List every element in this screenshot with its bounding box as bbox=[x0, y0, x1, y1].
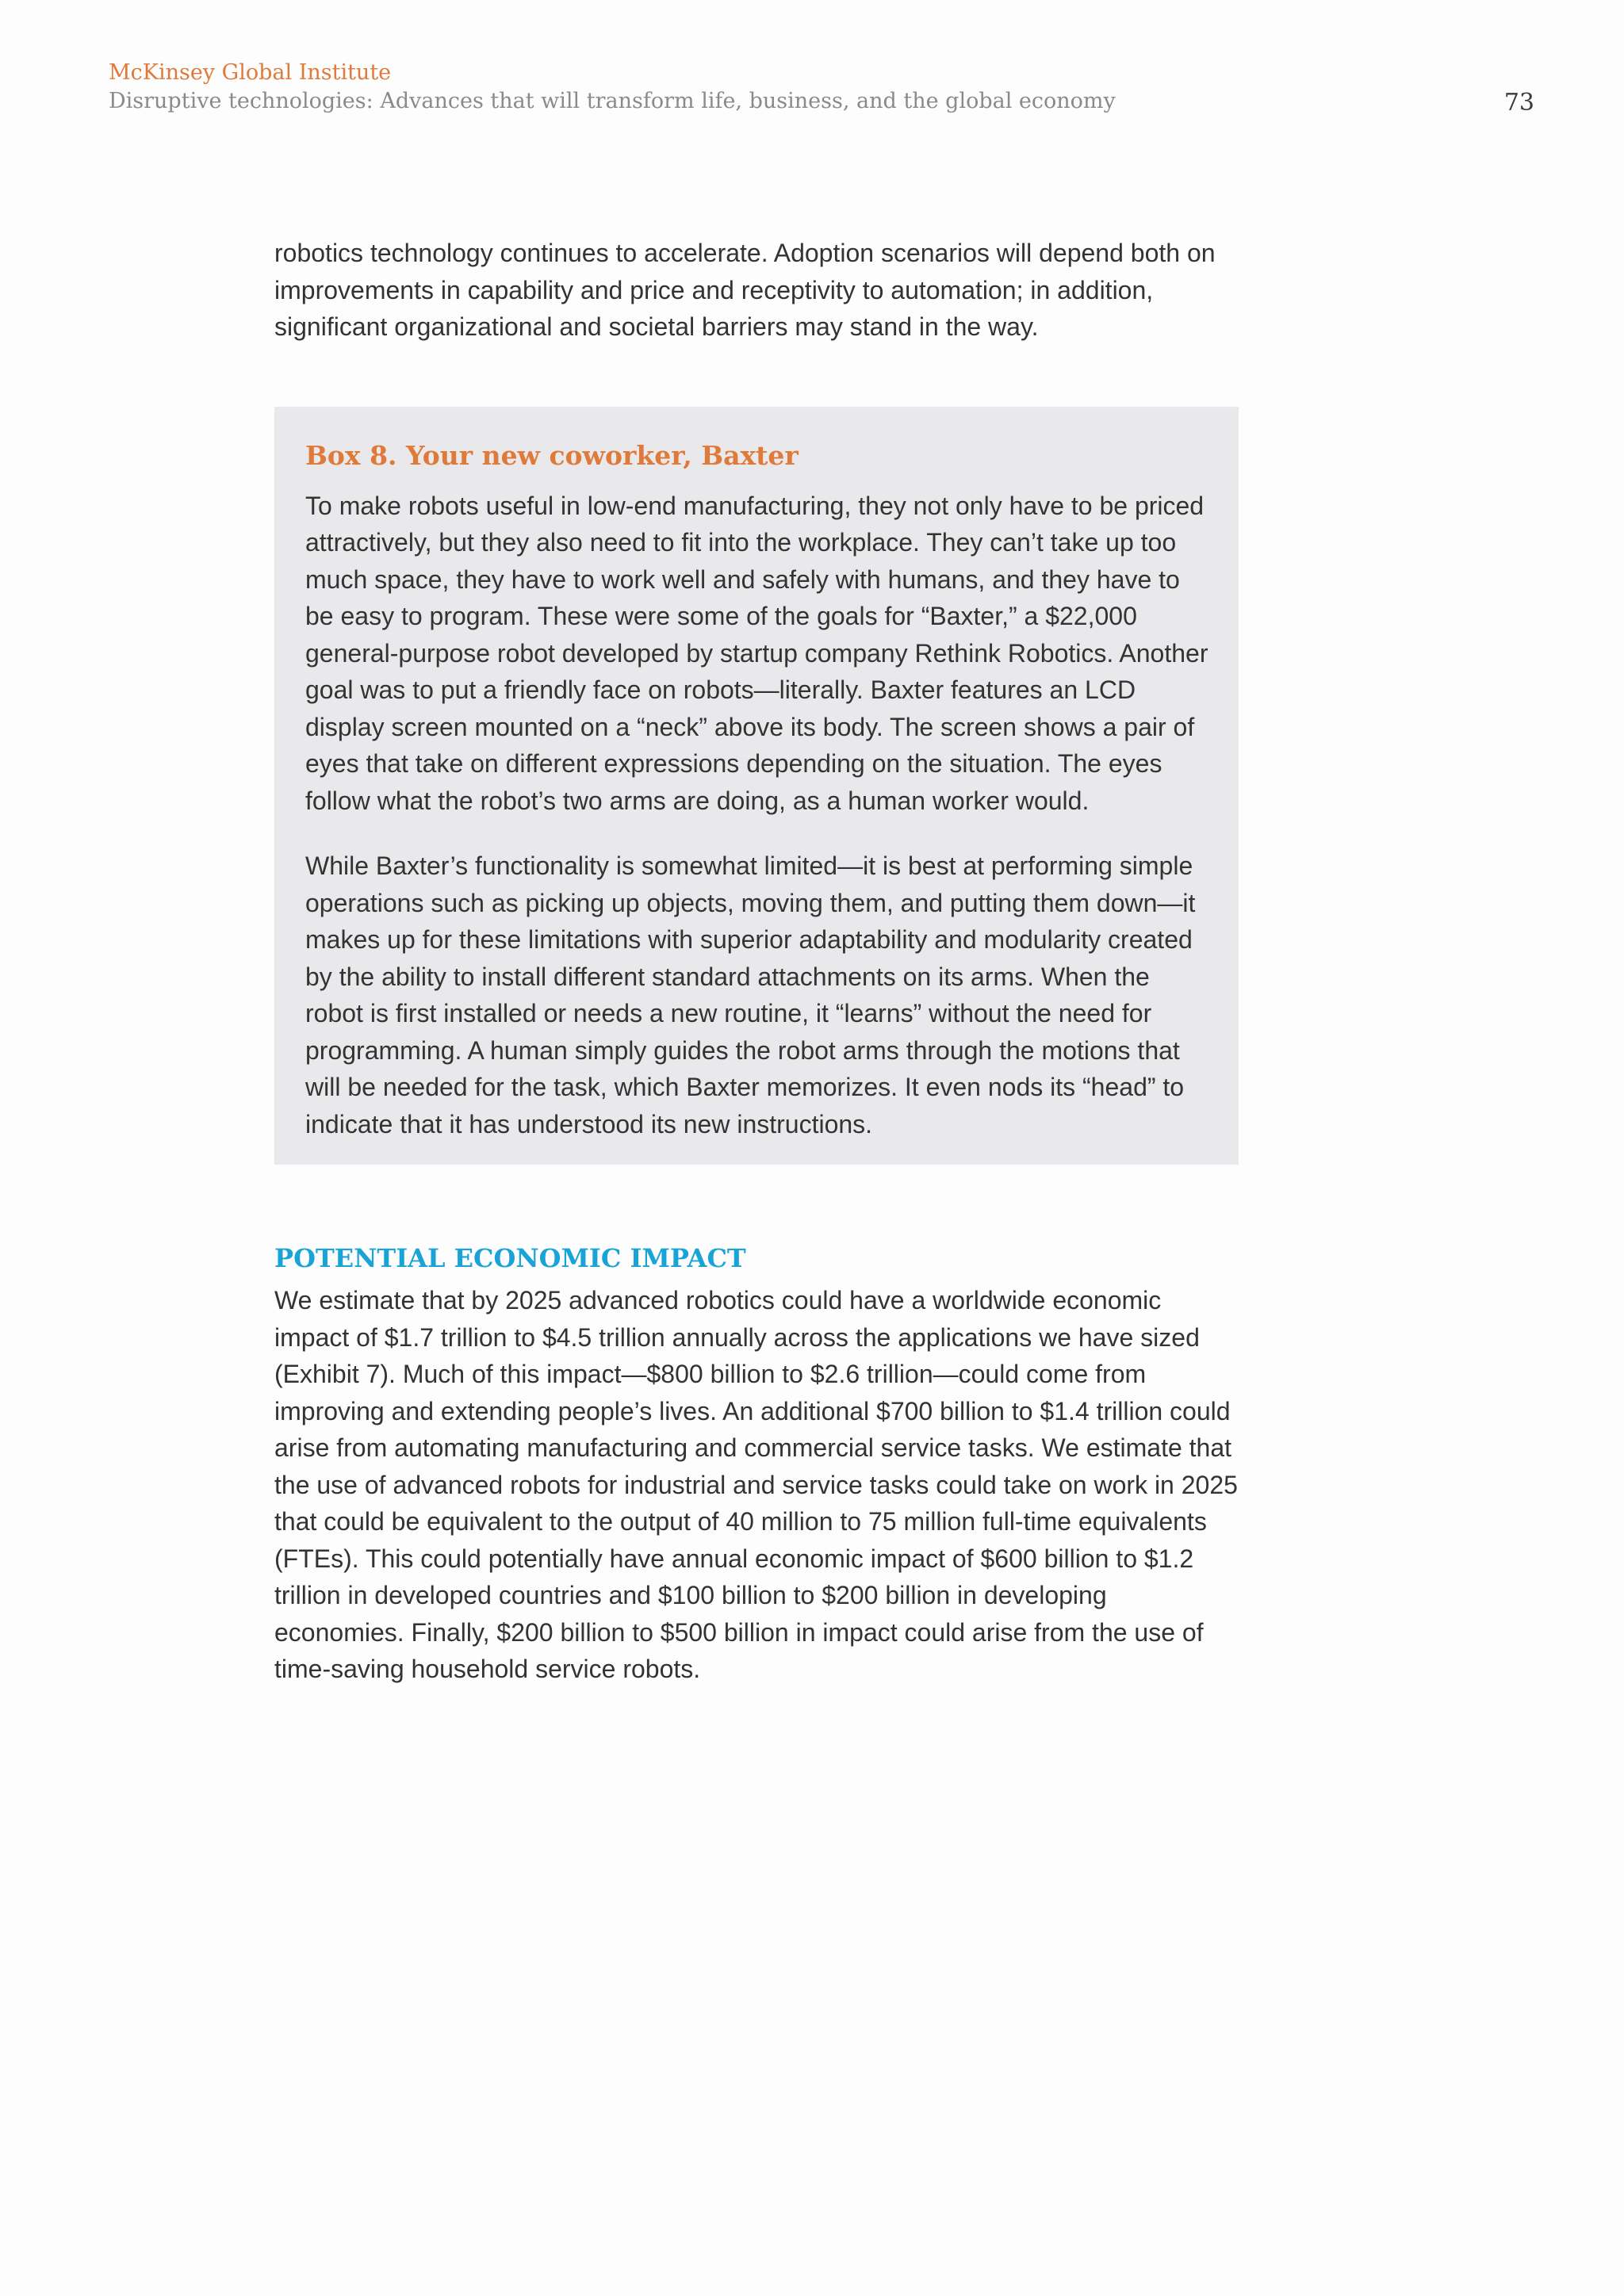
header-org-name: McKinsey Global Institute bbox=[109, 60, 392, 85]
main-content bbox=[274, 235, 1239, 1688]
running-header bbox=[109, 59, 1520, 116]
box-paragraph: To make robots useful in low-end manufacturing, they not only have to be priced attractively, but they also need to fit into the workplace. They can’t take up too much space, they have to work well and safely with humans, and they have to be easy to program. These were some of the goals for “Baxter,” a $22,000 general-purpose robot developed by startup company Rethink Robotics. Another goal was to put a friendly face on robots—literally. Baxter features an LCD display screen mounted on a “neck” above its body. The screen shows a pair of eyes that take on different expressions depending on the situation. The eyes follow what the robot’s two arms are doing, as a human worker would. bbox=[305, 491, 1208, 815]
sidebar-box bbox=[274, 407, 1239, 1165]
intro-paragraph: robotics technology continues to accelerate. Adoption scenarios will depend both on improvements in capability and price and receptivity to automation; in addition, significant organizational and societal barriers may stand in the way. bbox=[274, 239, 1216, 341]
box-paragraph: While Baxter’s functionality is somewhat limited—it is best at performing simple operations such as picking up objects, moving them, and putting them down—it makes up for these limitations with superior adaptability and modularity created by the ability to install different standard attachments on its arms. When the robot is first installed or needs a new routine, it “learns” without the need for programming. A human simply guides the robot arms through the motions that will be needed for the task, which Baxter memorizes. It even nods its “head” to indicate that it has understood its new instructions. bbox=[305, 851, 1196, 1138]
page-number: 73 bbox=[1503, 89, 1534, 117]
section-paragraph: We estimate that by 2025 advanced robotics could have a worldwide economic impact of $1.7 trillion to $4.5 trillion annually across the applications we have sized (Exhibit 7). Much of this impact—$800 billion to $2.6 trillion—could come from improving and extending people’s lives. An additional $700 billion to $1.4 trillion could arise from automating manufacturing and commercial service tasks. We estimate that the use of advanced robots for industrial and service tasks could take on work in 2025 that could be equivalent to the output of 40 million to 75 million full-time equivalents (FTEs). This could potentially have annual economic impact of $600 billion to $1.2 trillion in developed countries and $100 billion to $200 billion in developing economies. Finally, $200 billion to $500 billion in impact could arise from the use of time-saving household service robots. bbox=[274, 1286, 1238, 1683]
section-heading: POTENTIAL ECONOMIC IMPACT bbox=[274, 1243, 746, 1273]
header-report-title: Disruptive technologies: Advances that will transform life, business, and the global economy bbox=[109, 89, 1116, 113]
box-title: Box 8. Your new coworker, Baxter bbox=[305, 439, 799, 471]
